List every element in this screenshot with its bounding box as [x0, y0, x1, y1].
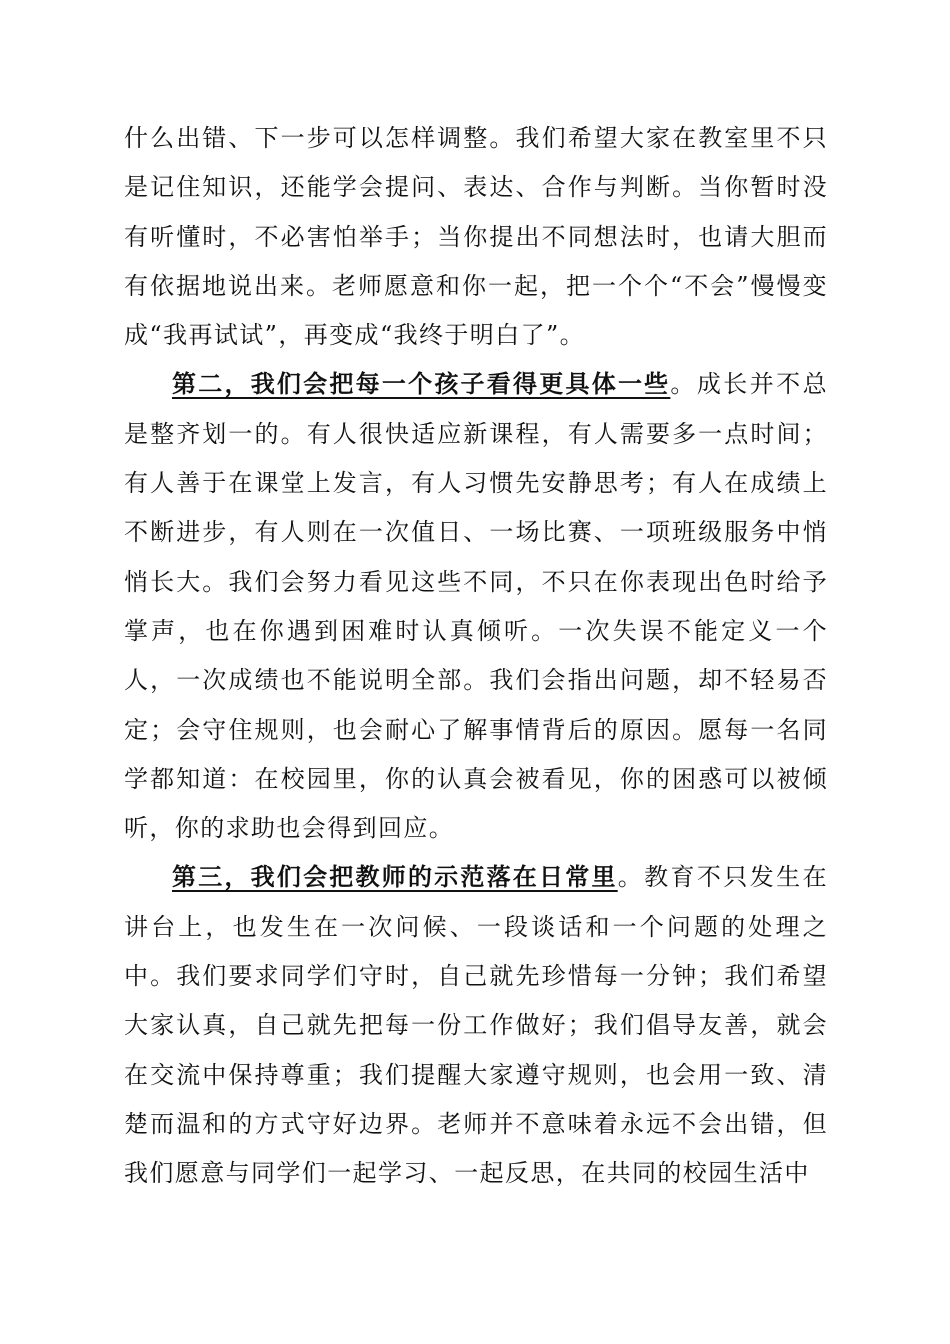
paragraph-1 [124, 114, 828, 360]
paragraph-1-body: 什么出错、下一步可以怎样调整。我们希望大家在教室里不只是记住知识，还能学会提问、表达、合作与判断。当你暂时没有听懂时，不必害怕举手；当你提出不同想法时，也请大胆而有依据地说出来。老师愿意和你一起，把一个个“不会”慢慢变成“我再试试”，再变成“我终于明白了”。 [124, 124, 828, 350]
paragraph-3-body: 。教育不只发生在讲台上，也发生在一次问候、一段谈话和一个问题的处理之中。我们要求同学们守时，自己就先珍惜每一分钟；我们希望大家认真，自己就先把每一份工作做好；我们倡导友善，就会在交流中保持尊重；我们提醒大家遵守规则，也会用一致、清楚而温和的方式守好边界。老师并不意味着永远不会出错，但我们愿意与同学们一起学习、一起反思，在共同的校园生活中 [124, 863, 829, 1188]
paragraph-2-body: 。成长并不总是整齐划一的。有人很快适应新课程，有人需要多一点时间；有人善于在课堂上发言，有人习惯先安静思考；有人在成绩上不断进步，有人则在一次值日、一场比赛、一项班级服务中悄悄长大。我们会努力看见这些不同，不只在你表现出色时给予掌声，也在你遇到困难时认真倾听。一次失误不能定义一个人，一次成绩也不能说明全部。我们会指出问题，却不轻易否定；会守住规则，也会耐心了解事情背后的原因。愿每一名同学都知道：在校园里，你的认真会被看见，你的困惑可以被倾听，你的求助也会得到回应。 [124, 370, 828, 843]
paragraph-3 [124, 853, 828, 1198]
paragraph-2-heading: 第二，我们会把每一个孩子看得更具体一些 [172, 370, 671, 399]
paragraph-3-heading: 第三，我们会把教师的示范落在日常里 [172, 863, 618, 892]
paragraph-2 [124, 360, 828, 853]
document-page [124, 114, 828, 1199]
